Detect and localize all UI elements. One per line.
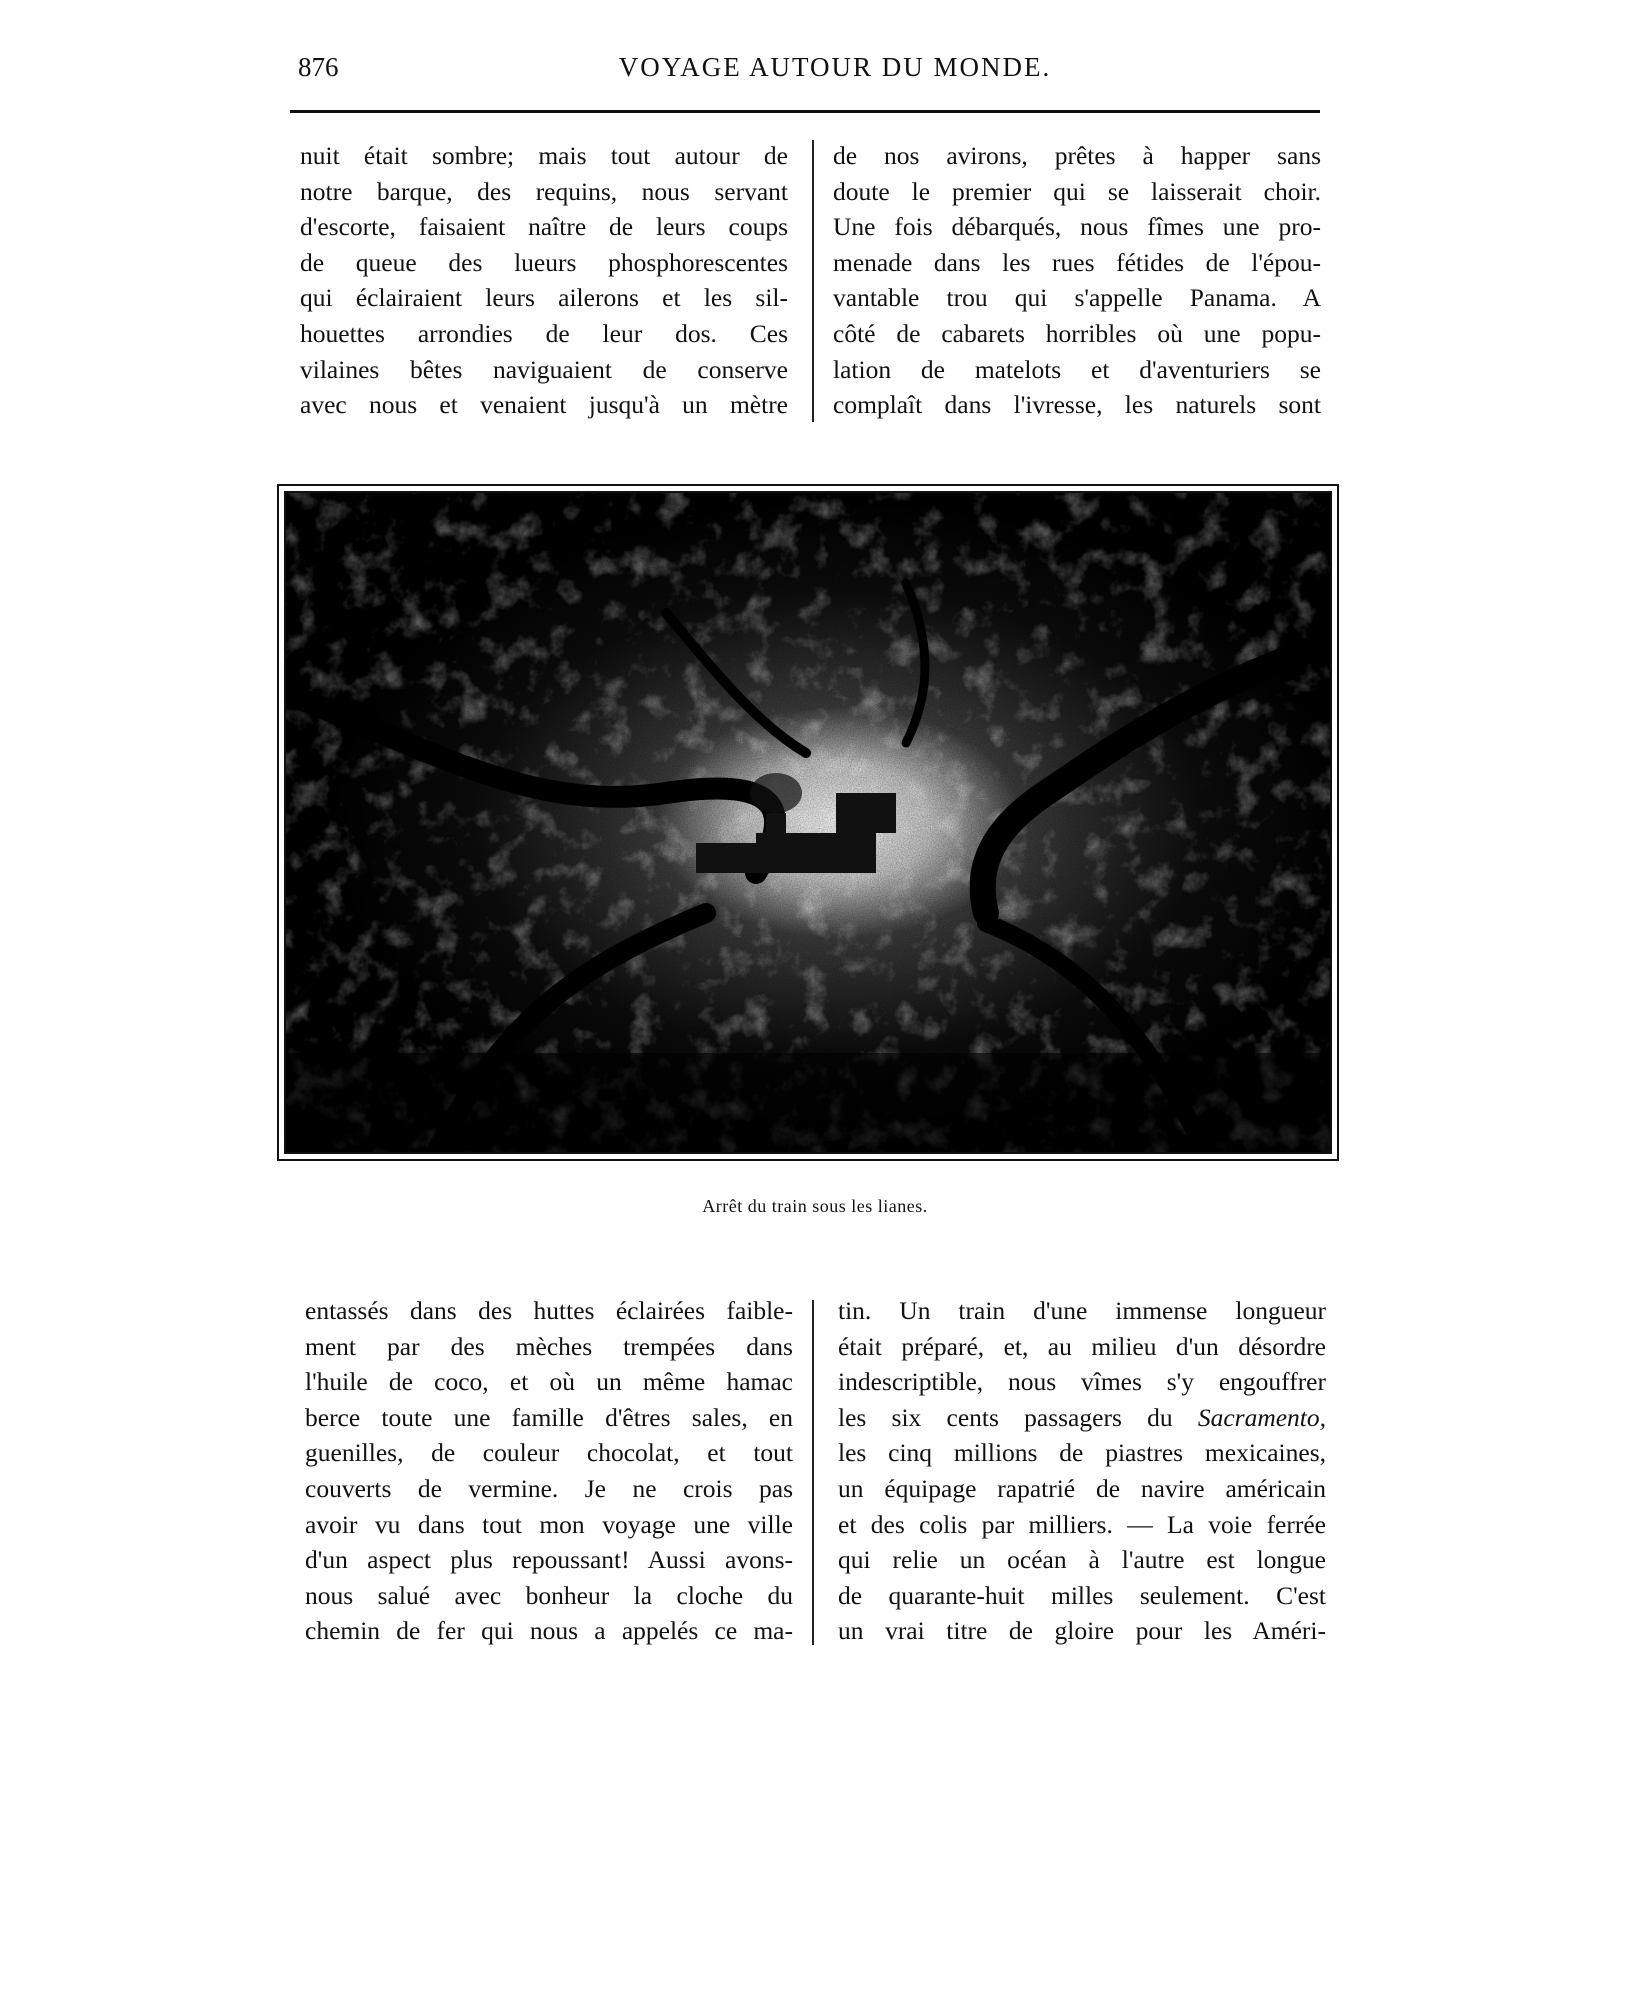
text-line: d'un aspect plus repoussant! Aussi avons- — [305, 1545, 793, 1575]
text-line: qui relie un océan à l'autre est longue — [838, 1545, 1326, 1575]
text-line: vantable trou qui s'appelle Panama. A — [833, 283, 1321, 313]
text-line: notre barque, des requins, nous servant — [300, 176, 788, 206]
text-line: Une fois débarqués, nous fîmes une pro- — [833, 212, 1321, 242]
text-line: chemin de fer qui nous a appelés ce ma- — [305, 1616, 793, 1646]
column-divider — [812, 1300, 814, 1645]
text-line: lation de matelots et d'aventuriers se — [833, 354, 1321, 384]
text-line: guenilles, de couleur chocolat, et tout — [305, 1438, 793, 1468]
text-line: qui éclairaient leurs ailerons et les sil- — [300, 283, 788, 313]
ship-name: Sacramento, — [1197, 1402, 1327, 1432]
text-line: de quarante-huit milles seulement. C'est — [838, 1580, 1326, 1610]
text-line: vilaines bêtes naviguaient de conserve — [300, 354, 788, 384]
text-line: entassés dans des huttes éclairées faible- — [305, 1296, 793, 1325]
top-right-column — [833, 138, 1321, 423]
text-line: doute le premier qui se laisserait choir. — [833, 176, 1321, 206]
engraving-illustration — [277, 484, 1339, 1161]
text-line: d'escorte, faisaient naître de leurs coups — [300, 212, 788, 242]
text-line: couverts de vermine. Je ne crois pas — [305, 1473, 793, 1503]
text-line: houettes arrondies de leur dos. Ces — [300, 318, 788, 348]
text-line: côté de cabarets horribles où une popu- — [833, 318, 1321, 348]
text-line: l'huile de coco, et où un même hamac — [305, 1367, 793, 1397]
bottom-left-column — [305, 1293, 793, 1649]
text-line: complaît dans l'ivresse, les naturels sont — [833, 390, 1321, 420]
text-line: les cinq millions de piastres mexicaines, — [838, 1438, 1326, 1468]
illustration-caption: Arrêt du train sous les lianes. — [702, 1196, 928, 1216]
text-line: de queue des lueurs phosphorescentes — [300, 247, 788, 277]
text-line: indescriptible, nous vîmes s'y engouffrer — [838, 1367, 1326, 1397]
text-line — [838, 1400, 1326, 1436]
text-line: et des colis par milliers. — La voie ferrée — [838, 1509, 1326, 1539]
text-line: avoir vu dans tout mon voyage une ville — [305, 1509, 793, 1539]
text-line: de nos avirons, prêtes à happer sans — [833, 141, 1321, 170]
text-fragment: les six cents passagers du — [838, 1402, 1173, 1432]
jungle-train-engraving — [284, 491, 1332, 1154]
text-line: tin. Un train d'une immense longueur — [838, 1296, 1326, 1325]
text-line: un équipage rapatrié de navire américain — [838, 1473, 1326, 1503]
text-line: avec nous et venaient jusqu'à un mètre — [300, 390, 788, 420]
top-left-column — [300, 138, 788, 423]
text-line: ment par des mèches trempées dans — [305, 1331, 793, 1361]
text-line: menade dans les rues fétides de l'épou- — [833, 247, 1321, 277]
text-line: nuit était sombre; mais tout autour de — [300, 141, 788, 170]
text-line: berce toute une famille d'êtres sales, en — [305, 1402, 793, 1432]
running-title: VOYAGE AUTOUR DU MONDE. — [618, 52, 1052, 82]
column-divider — [812, 140, 814, 422]
header-rule — [290, 110, 1320, 113]
text-line: nous salué avec bonheur la cloche du — [305, 1580, 793, 1610]
text-line: était préparé, et, au milieu d'un désordre — [838, 1331, 1326, 1361]
bottom-right-column — [838, 1293, 1326, 1649]
text-line: un vrai titre de gloire pour les Améri- — [838, 1616, 1326, 1646]
page-number: 876 — [298, 52, 339, 82]
